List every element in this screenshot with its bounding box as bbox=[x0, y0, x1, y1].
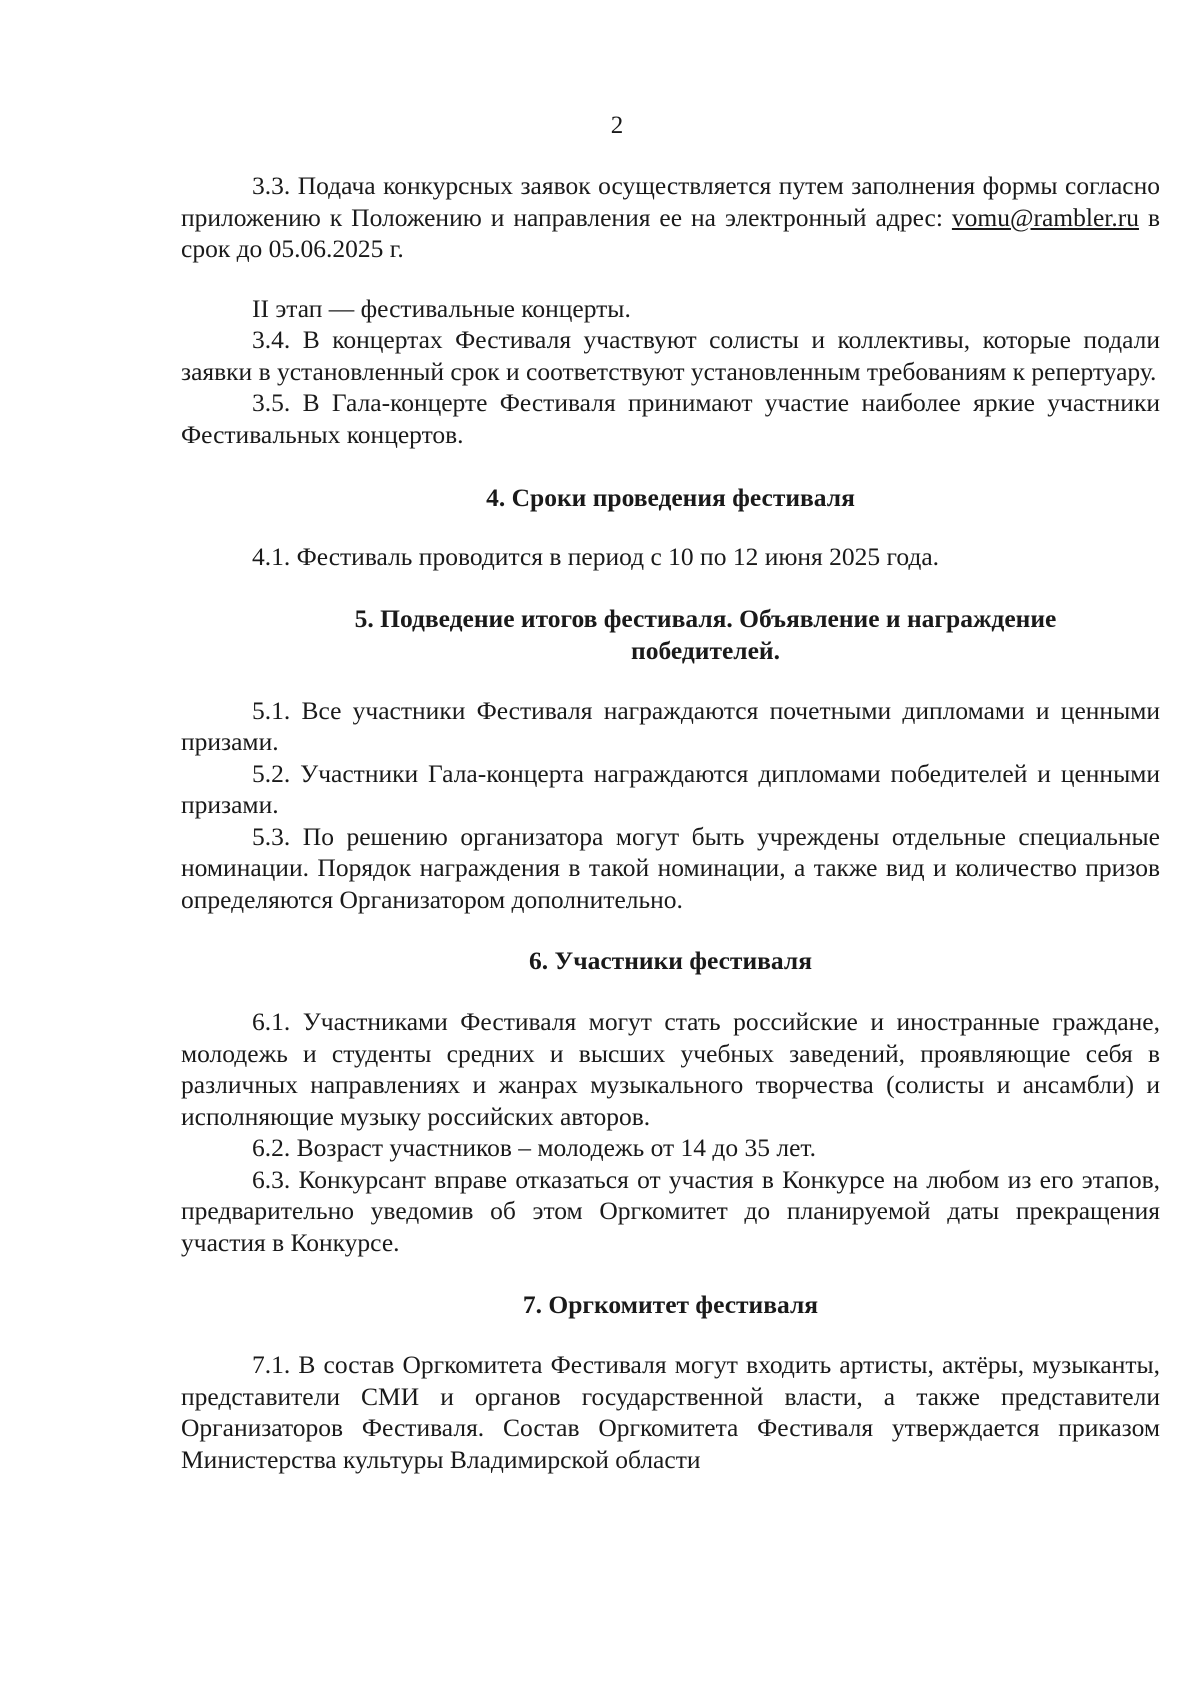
document-body bbox=[181, 170, 1160, 1475]
paragraph-5-2: 5.2. Участники Гала-концерта награждаются дипломами победителей и ценными призами. bbox=[181, 758, 1160, 819]
section-5-heading: 5. Подведение итогов фестиваля. Объявление и награждение победителей. bbox=[354, 603, 1057, 665]
paragraph-5-3: 5.3. По решению организатора могут быть учреждены отдельные специальные номинации. Порядок награждения в такой номинации, а также вид и количество призов определяются Организатором дополнительно. bbox=[181, 821, 1160, 914]
paragraph-6-2: 6.2. Возраст участников – молодежь от 14 до 35 лет. bbox=[252, 1133, 817, 1162]
paragraph-5-1: 5.1. Все участники Фестиваля награждаются почетными дипломами и ценными призами. bbox=[181, 695, 1160, 756]
paragraph-3-3-text: 3.3. Подача конкурсных заявок осуществляется путем заполнения формы согласно приложению к Положению и направления ее на электронный адрес: bbox=[181, 171, 1160, 232]
paragraph-7-1: 7.1. В состав Оргкомитета Фестиваля могут входить артисты, актёры, музыканты, представители СМИ и органов государственной власти, а также представители Организаторов Фестиваля. Состав Оргкомитета Фестиваля утверждается приказом Министерства культуры Владимирской области bbox=[181, 1350, 1160, 1474]
stage-2-label: II этап — фестивальные концерты. bbox=[252, 293, 631, 323]
paragraph-3-3 bbox=[181, 170, 1160, 265]
section-4-heading: 4. Сроки проведения фестиваля bbox=[486, 483, 855, 512]
paragraph-3-3-deadline: в срок до 05.06.2025 г. bbox=[181, 202, 1160, 263]
paragraph-4-1: 4.1. Фестиваль проводится в период с 10 по 12 июня 2025 года. bbox=[252, 542, 940, 571]
email-link[interactable]: vomu@rambler.ru bbox=[951, 202, 1139, 232]
paragraph-6-1: 6.1. Участниками Фестиваля могут стать российские и иностранные граждане, молодежь и студенты средних и высших учебных заведений, проявляющие себя в различных направлениях и жанрах музыкального творчества (солисты и ансамбли) и исполняющие музыку российских авторов. bbox=[181, 1007, 1160, 1131]
paragraph-6-3: 6.3. Конкурсант вправе отказаться от участия в Конкурсе на любом из его этапов, предварительно уведомив об этом Оргкомитет до планируемой даты прекращения участия в Конкурсе. bbox=[181, 1164, 1160, 1257]
section-7-heading: 7. Оргкомитет фестиваля bbox=[522, 1290, 819, 1319]
page-number: 2 bbox=[610, 112, 624, 139]
section-6-heading: 6. Участники фестиваля bbox=[529, 946, 812, 975]
paragraph-3-4: 3.4. В концертах Фестиваля участвуют солисты и коллективы, которые подали заявки в установленный срок и соответствуют установленным требованиям к репертуару. bbox=[181, 325, 1160, 386]
paragraph-3-5: 3.5. В Гала-концерте Фестиваля принимают участие наиболее яркие участники Фестивальных концертов. bbox=[181, 388, 1160, 449]
